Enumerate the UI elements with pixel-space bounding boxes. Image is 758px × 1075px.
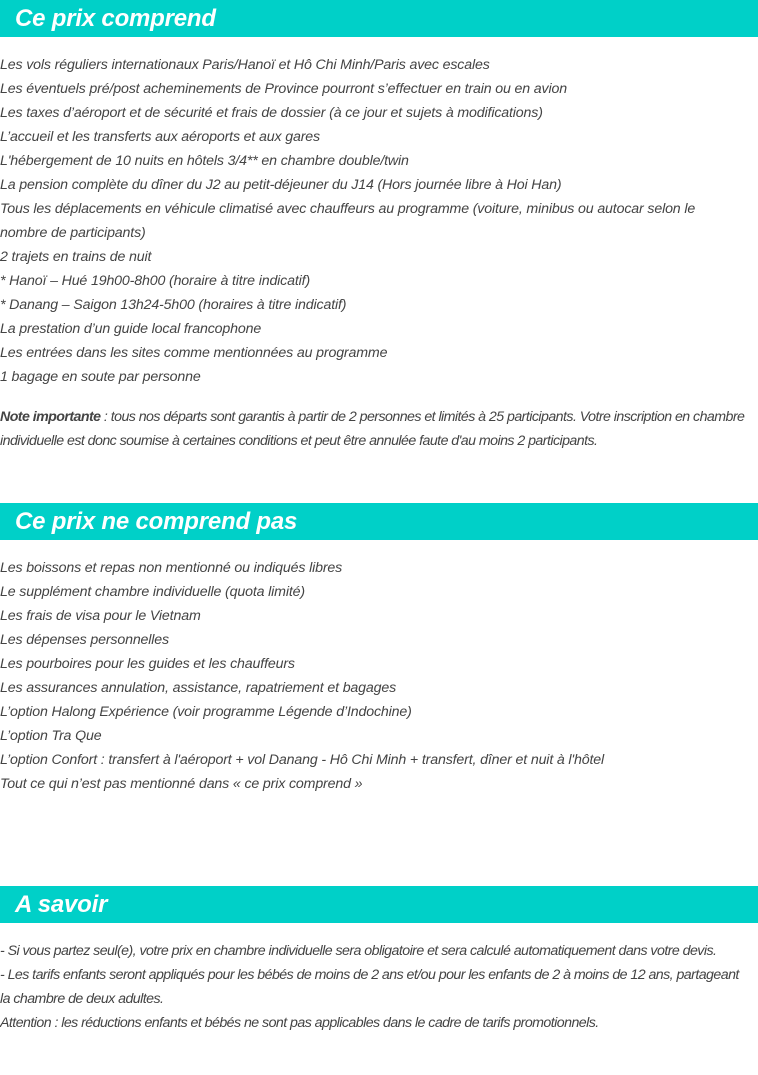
- info-paragraph: - Les tarifs enfants seront appliqués pour les bébés de moins de 2 ans et/ou pour les enfants de 2 à moins de 12 ans, partageant la chambre de deux adultes.: [0, 967, 739, 1007]
- list-item: L’option Confort : transfert à l'aéroport + vol Danang - Hô Chi Minh + transfert, dîner et nuit à l'hôtel: [0, 752, 605, 768]
- list-item: Les assurances annulation, assistance, rapatriement et bagages: [0, 680, 397, 696]
- list-item: Les dépenses personnelles: [0, 632, 169, 648]
- section-title-includes: Ce prix comprend: [15, 5, 216, 32]
- list-item: 1 bagage en soute par personne: [0, 369, 201, 385]
- list-item: Les entrées dans les sites comme mentionnées au programme: [0, 345, 388, 361]
- list-item: Les pourboires pour les guides et les chauffeurs: [0, 656, 295, 672]
- list-item: Les vols réguliers internationaux Paris/Hanoï et Hô Chi Minh/Paris avec escales: [0, 57, 490, 73]
- important-note-label: Note importante: [0, 409, 101, 425]
- important-note: [0, 405, 745, 453]
- info-paragraph: - Si vous partez seul(e), votre prix en chambre individuelle sera obligatoire et sera calculé automatiquement dans votre devis.: [0, 943, 717, 959]
- good-to-know-content: [0, 939, 745, 1035]
- excludes-list: [0, 556, 758, 796]
- section-header-includes: [0, 0, 758, 37]
- list-item: Tous les déplacements en véhicule climatisé avec chauffeurs au programme (voiture, minibus ou autocar selon le nombre de participants): [0, 201, 696, 241]
- includes-list: [0, 53, 758, 389]
- list-item: * Danang – Saigon 13h24-5h00 (horaires à titre indicatif): [0, 297, 347, 313]
- list-item: L’option Halong Expérience (voir programme Légende d’Indochine): [0, 704, 412, 720]
- list-item: Les boissons et repas non mentionné ou indiqués libres: [0, 560, 343, 576]
- important-note-text: [0, 405, 745, 453]
- list-item: L'hébergement de 10 nuits en hôtels 3/4** en chambre double/twin: [0, 153, 409, 169]
- section-title-excludes: Ce prix ne comprend pas: [15, 508, 298, 535]
- list-item: Les frais de visa pour le Vietnam: [0, 608, 201, 624]
- list-item: L’accueil et les transferts aux aéroports et aux gares: [0, 129, 320, 145]
- list-item: Les taxes d’aéroport et de sécurité et frais de dossier (à ce jour et sujets à modifications): [0, 105, 543, 121]
- list-item: L’option Tra Que: [0, 728, 102, 744]
- list-item: Les éventuels pré/post acheminements de Province pourront s’effectuer en train ou en avion: [0, 81, 567, 97]
- section-header-good-to-know: [0, 886, 758, 923]
- section-header-excludes: [0, 503, 758, 540]
- section-title-good-to-know: A savoir: [15, 891, 108, 918]
- list-item: 2 trajets en trains de nuit: [0, 249, 152, 265]
- list-item: Tout ce qui n’est pas mentionné dans « ce prix comprend »: [0, 776, 363, 792]
- info-paragraph: Attention : les réductions enfants et bébés ne sont pas applicables dans le cadre de tarifs promotionnels.: [0, 1015, 599, 1031]
- list-item: La prestation d’un guide local francophone: [0, 321, 262, 337]
- list-item: * Hanoï – Hué 19h00-8h00 (horaire à titre indicatif): [0, 273, 311, 289]
- list-item: Le supplément chambre individuelle (quota limité): [0, 584, 305, 600]
- important-note-body: : tous nos départs sont garantis à partir de 2 personnes et limités à 25 participants. Votre inscription en chambre individuelle est donc soumise à certaines conditions et peut être annulée faute d'au moins 2 participants.: [0, 409, 745, 449]
- list-item: La pension complète du dîner du J2 au petit-déjeuner du J14 (Hors journée libre à Hoi Han): [0, 177, 562, 193]
